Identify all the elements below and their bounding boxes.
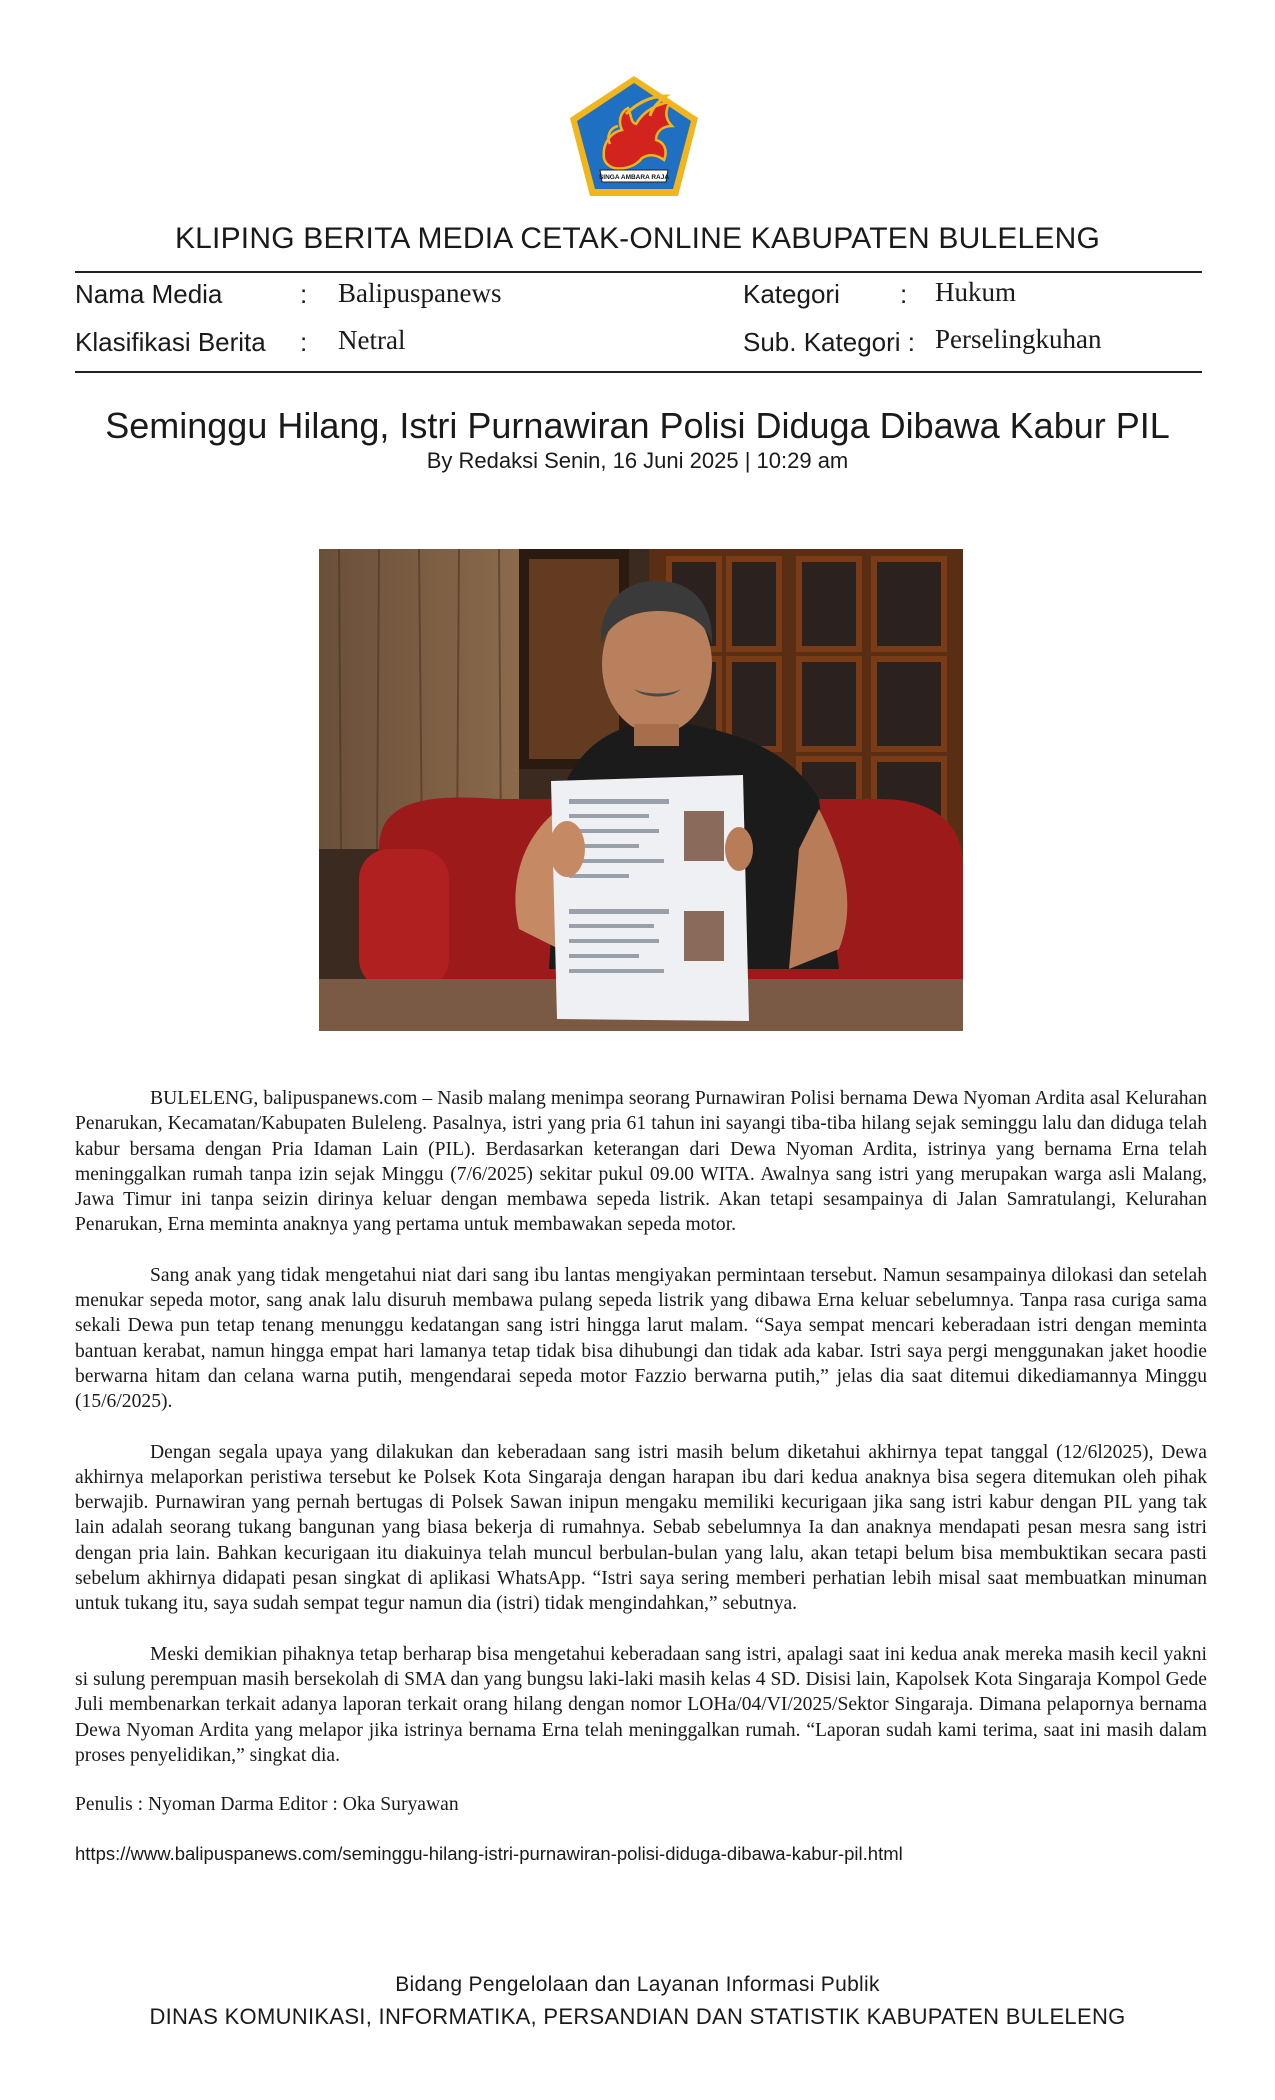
- article-paragraph: BULELENG, balipuspanews.com – Nasib malang menimpa seorang Purnawiran Polisi bernama Dewa Nyoman Ardita asal Kelurahan Penarukan, Kecamatan/Kabupaten Buleleng. Pasalnya, istri yang pria 61 tahun ini sayangi tiba-tiba hilang sejak seminggu lalu dan diduga telah kabur bersama dengan Pria Idaman Lain (PIL). Berdasarkan keterangan dari Dewa Nyoman Ardita, istrinya yang bernama Erna telah meninggalkan rumah tanpa izin sejak Minggu (7/6/2025) sekitar pukul 09.00 WITA. Awalnya sang istri yang merupakan warga asli Malang, Jawa Timur ini tanpa seizin dirinya keluar dengan membawa sepeda listrik. Akan tetapi sesampainya di Jalan Samratulangi, Kelurahan Penarukan, Erna meminta anaknya yang pertama untuk membawakan sepeda motor.: [75, 1088, 1207, 1236]
- category-colon: :: [900, 279, 908, 309]
- article-body: [75, 1086, 1207, 1793]
- article-title: Seminggu Hilang, Istri Purnawiran Polisi Diduga Dibawa Kabur PIL: [105, 405, 1170, 446]
- article-paragraph: Meski demikian pihaknya tetap berharap bisa mengetahui keberadaan sang istri, apalagi saat ini kedua anak mereka masih kecil yakni si sulung perempuan masih bersekolah di SMA dan yang bungsu laki-laki masih kelas 4 SD. Disisi lain, Kapolsek Kota Singaraja Kompol Gede Juli membenarkan terkait adanya laporan terkait orang hilang dengan nomor LOHa/04/VI/2025/Sektor Singaraja. Dimana pelapornya bernama Dewa Nyoman Ardita yang melapor jika istrinya bernama Erna telah meninggalkan rumah. “Laporan sudah kami terima, saat ini masih dalam proses penyelidikan,” singkat dia.: [75, 1643, 1207, 1766]
- article-credits: Penulis : Nyoman Darma Editor : Oka Suryawan: [75, 1794, 459, 1815]
- buleleng-regency-logo: [566, 74, 702, 200]
- article-paragraph: Sang anak yang tidak mengetahui niat dari sang ibu lantas mengiyakan permintaan tersebut. Namun sesampainya dilokasi dan setelah menukar sepeda motor, sang anak lalu disuruh membawa pulang sepeda listrik yang dibawa Erna keluar sebelumnya. Tanpa rasa curiga sama sekali Dewa pun tetap tenang menunggu kedatangan sang istri hingga larut malam. “Saya sempat mencari keberadaan istri dengan meminta bantuan kerabat, namun hingga empat hari lamanya tetap tidak bisa dihubungi dan tidak ada kabar. Istri saya pergi menggunakan jaket hoodie berwarna hitam dan celana warna putih, mengendarai sepeda motor Fazzio berwarna putih,” jelas dia saat ditemui dikediamannya Minggu (15/6/2025).: [75, 1264, 1207, 1413]
- media-colon: :: [300, 279, 308, 309]
- media-label: Nama Media: [75, 279, 223, 309]
- footer-department: Bidang Pengelolaan dan Layanan Informasi Publik: [395, 1973, 880, 1996]
- classification-colon: :: [300, 327, 308, 357]
- logo-motto: SINGA AMBARA RAJA: [598, 174, 670, 181]
- page-title: KLIPING BERITA MEDIA CETAK-ONLINE KABUPATEN BULELENG: [174, 222, 1101, 255]
- subcategory-value: Perselingkuhan: [935, 324, 1102, 354]
- classification-label: Klasifikasi Berita: [75, 327, 266, 357]
- article-paragraph: Dengan segala upaya yang dilakukan dan keberadaan sang istri masih belum diketahui akhirnya tepat tanggal (12/6l2025), Dewa akhirnya melaporkan peristiwa tersebut ke Polsek Kota Singaraja dengan harapan ibu dari kedua anaknya bisa segera ditemukan oleh pihak berwajib. Purnawiran yang pernah bertugas di Polsek Sawan inipun mengaku memiliki kecurigaan jika sang istri kabur dengan PIL yang tak lain adalah seorang tukang bangunan yang biasa bekerja di rumahnya. Sebab sebelumnya Ia dan anaknya mendapati pesan mesra sang istri dengan pria lain. Bahkan kecurigaan itu diakuinya telah muncul berbulan-bulan yang lalu, akan tetapi belum bisa membuktikan secara pasti sebelum akhirnya didapati pesan singkat di aplikasi WhatsApp. “Istri saya sering memberi perhatian lebih misal saat membuatkan minuman untuk tukang itu, saya sudah sempat tegur namun dia (istri) tidak mengindahkan,” sebutnya.: [75, 1441, 1207, 1615]
- divider-bottom: [75, 371, 1202, 373]
- article-byline: By Redaksi Senin, 16 Juni 2025 | 10:29 am: [426, 448, 849, 473]
- footer-agency: DINAS KOMUNIKASI, INFORMATIKA, PERSANDIAN DAN STATISTIK KABUPATEN BULELENG: [149, 2004, 1126, 2029]
- media-value: Balipuspanews: [338, 278, 502, 308]
- classification-value: Netral: [338, 325, 406, 355]
- source-url-link[interactable]: https://www.balipuspanews.com/seminggu-hilang-istri-purnawiran-polisi-diduga-dibawa-kabur-pil.html: [75, 1843, 903, 1864]
- category-label: Kategori: [743, 279, 840, 309]
- divider-top: [75, 271, 1202, 273]
- subcategory-label: Sub. Kategori :: [743, 327, 915, 357]
- article-photo: [319, 549, 963, 1031]
- category-value: Hukum: [935, 277, 1016, 307]
